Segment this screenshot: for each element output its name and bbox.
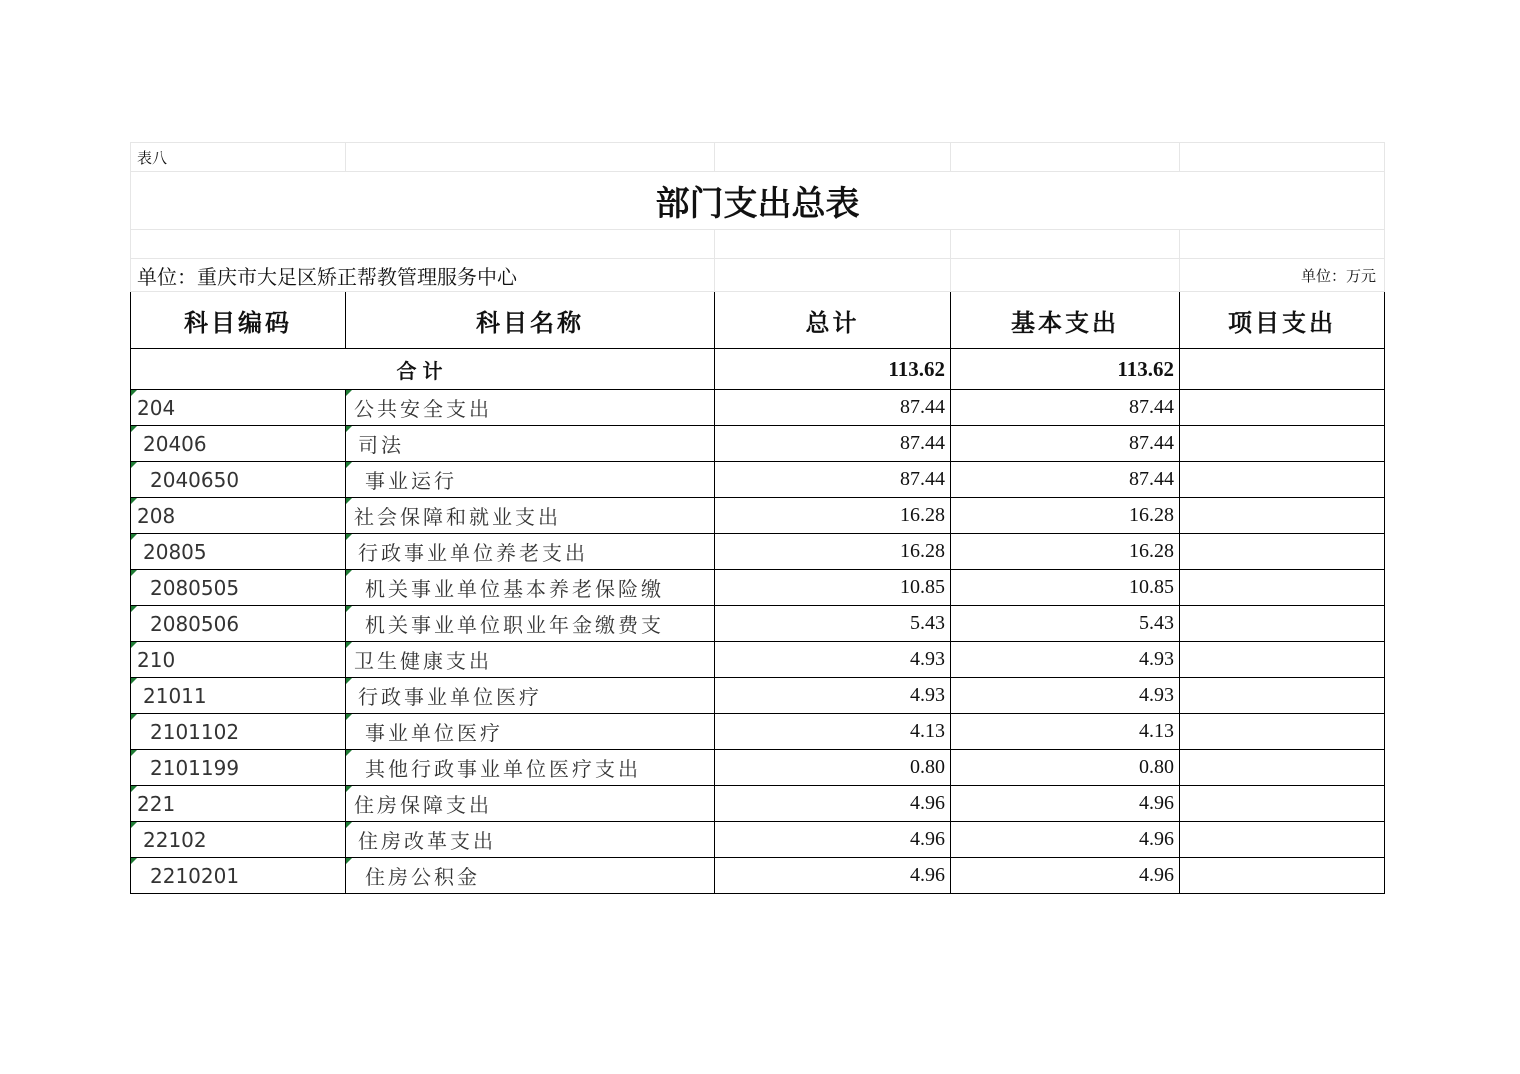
row-project bbox=[1180, 570, 1385, 606]
row-project bbox=[1180, 750, 1385, 786]
row-basic: 16.28 bbox=[951, 534, 1180, 570]
row-basic: 4.96 bbox=[951, 858, 1180, 894]
row-basic: 5.43 bbox=[951, 606, 1180, 642]
row-project bbox=[1180, 678, 1385, 714]
row-name: 行政事业单位养老支出 bbox=[346, 534, 715, 570]
row-code: 2040650 bbox=[131, 462, 346, 498]
row-project bbox=[1180, 462, 1385, 498]
header-code: 科目编码 bbox=[131, 292, 346, 349]
row-code: 2080505 bbox=[131, 570, 346, 606]
row-code: 20805 bbox=[131, 534, 346, 570]
row-total: 4.93 bbox=[715, 642, 951, 678]
row-basic: 4.13 bbox=[951, 714, 1180, 750]
row-name: 住房公积金 bbox=[346, 858, 715, 894]
row-code: 20406 bbox=[131, 426, 346, 462]
header-name: 科目名称 bbox=[346, 292, 715, 349]
row-total: 4.13 bbox=[715, 714, 951, 750]
row-project bbox=[1180, 498, 1385, 534]
row-name: 住房改革支出 bbox=[346, 822, 715, 858]
row-code: 208 bbox=[131, 498, 346, 534]
row-total: 0.80 bbox=[715, 750, 951, 786]
total-project bbox=[1180, 349, 1385, 390]
row-name: 机关事业单位基本养老保险缴 bbox=[346, 570, 715, 606]
table-row bbox=[131, 426, 1385, 462]
row-project bbox=[1180, 786, 1385, 822]
row-code: 21011 bbox=[131, 678, 346, 714]
row-code: 22102 bbox=[131, 822, 346, 858]
row-project bbox=[1180, 714, 1385, 750]
table-row bbox=[131, 714, 1385, 750]
total-row bbox=[131, 349, 1385, 390]
table-row bbox=[131, 570, 1385, 606]
page-title: 部门支出总表 bbox=[131, 172, 1385, 230]
unit-currency: 单位：万元 bbox=[1180, 259, 1385, 292]
row-total: 4.96 bbox=[715, 822, 951, 858]
header-row bbox=[131, 292, 1385, 349]
row-total: 16.28 bbox=[715, 498, 951, 534]
header-project: 项目支出 bbox=[1180, 292, 1385, 349]
row-basic: 4.93 bbox=[951, 678, 1180, 714]
row-code: 2210201 bbox=[131, 858, 346, 894]
row-code: 2101199 bbox=[131, 750, 346, 786]
row-code: 2101102 bbox=[131, 714, 346, 750]
row-project bbox=[1180, 606, 1385, 642]
total-basic: 113.62 bbox=[951, 349, 1180, 390]
row-name: 卫生健康支出 bbox=[346, 642, 715, 678]
row-project bbox=[1180, 426, 1385, 462]
row-total: 4.96 bbox=[715, 786, 951, 822]
row-total: 4.96 bbox=[715, 858, 951, 894]
row-name: 其他行政事业单位医疗支出 bbox=[346, 750, 715, 786]
row-basic: 4.93 bbox=[951, 642, 1180, 678]
table-row bbox=[131, 498, 1385, 534]
table-row bbox=[131, 642, 1385, 678]
unit-row bbox=[131, 259, 1385, 292]
row-basic: 87.44 bbox=[951, 390, 1180, 426]
table-row bbox=[131, 390, 1385, 426]
data-body bbox=[131, 292, 1385, 894]
row-basic: 87.44 bbox=[951, 426, 1180, 462]
row-total: 87.44 bbox=[715, 426, 951, 462]
title-row bbox=[131, 172, 1385, 230]
row-code: 2080506 bbox=[131, 606, 346, 642]
table-row bbox=[131, 606, 1385, 642]
total-label: 合计 bbox=[131, 349, 715, 390]
table-row bbox=[131, 534, 1385, 570]
row-name: 社会保障和就业支出 bbox=[346, 498, 715, 534]
header-total: 总计 bbox=[715, 292, 951, 349]
row-code: 204 bbox=[131, 390, 346, 426]
unit-organization: 单位：重庆市大足区矫正帮教管理服务中心 bbox=[131, 259, 715, 292]
table-row bbox=[131, 678, 1385, 714]
row-project bbox=[1180, 642, 1385, 678]
row-project bbox=[1180, 822, 1385, 858]
expenditure-table bbox=[130, 142, 1385, 894]
header-basic: 基本支出 bbox=[951, 292, 1180, 349]
row-total: 16.28 bbox=[715, 534, 951, 570]
row-basic: 87.44 bbox=[951, 462, 1180, 498]
row-project bbox=[1180, 534, 1385, 570]
row-name: 机关事业单位职业年金缴费支 bbox=[346, 606, 715, 642]
row-total: 87.44 bbox=[715, 390, 951, 426]
row-basic: 4.96 bbox=[951, 822, 1180, 858]
total-sum: 113.62 bbox=[715, 349, 951, 390]
row-name: 事业单位医疗 bbox=[346, 714, 715, 750]
row-project bbox=[1180, 858, 1385, 894]
table-row bbox=[131, 822, 1385, 858]
row-project bbox=[1180, 390, 1385, 426]
row-total: 4.93 bbox=[715, 678, 951, 714]
row-basic: 16.28 bbox=[951, 498, 1180, 534]
table-row bbox=[131, 462, 1385, 498]
row-code: 210 bbox=[131, 642, 346, 678]
table-label-row bbox=[131, 143, 1385, 172]
row-name: 住房保障支出 bbox=[346, 786, 715, 822]
table-row bbox=[131, 786, 1385, 822]
spreadsheet-sheet bbox=[130, 142, 1384, 894]
row-total: 5.43 bbox=[715, 606, 951, 642]
row-total: 87.44 bbox=[715, 462, 951, 498]
row-name: 行政事业单位医疗 bbox=[346, 678, 715, 714]
table-label: 表八 bbox=[131, 143, 346, 172]
row-basic: 4.96 bbox=[951, 786, 1180, 822]
spacer-row bbox=[131, 230, 1385, 259]
row-code: 221 bbox=[131, 786, 346, 822]
row-name: 公共安全支出 bbox=[346, 390, 715, 426]
table-row bbox=[131, 858, 1385, 894]
table-row bbox=[131, 750, 1385, 786]
row-basic: 0.80 bbox=[951, 750, 1180, 786]
row-name: 事业运行 bbox=[346, 462, 715, 498]
row-total: 10.85 bbox=[715, 570, 951, 606]
row-name: 司法 bbox=[346, 426, 715, 462]
row-basic: 10.85 bbox=[951, 570, 1180, 606]
